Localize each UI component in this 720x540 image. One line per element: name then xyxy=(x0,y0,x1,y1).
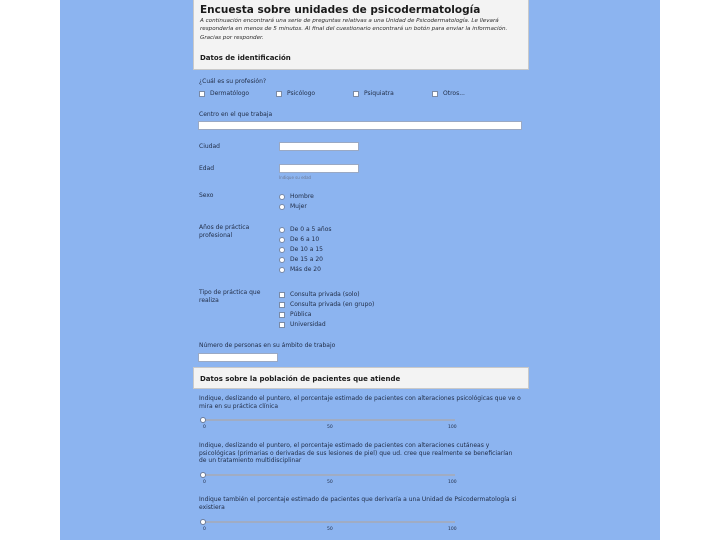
slider-3-thumb[interactable] xyxy=(200,519,206,525)
profession-label: ¿Cuál es su profesión? xyxy=(199,78,267,85)
slider-3-tick-max: 100 xyxy=(448,527,457,532)
radio-button[interactable] xyxy=(279,257,285,263)
slider-3-tick-min: 0 xyxy=(203,527,206,532)
age-hint: Indique su edad xyxy=(279,175,312,180)
years-label: Años de práctica profesional xyxy=(199,224,250,239)
checkbox[interactable] xyxy=(279,302,285,308)
profession-option-otros[interactable]: Otros... xyxy=(432,90,465,97)
age-input[interactable] xyxy=(279,164,359,173)
slider-2-tick-min: 0 xyxy=(203,480,206,485)
checkbox[interactable] xyxy=(279,322,285,328)
years-option-0[interactable]: De 0 a 5 años xyxy=(279,226,332,233)
radio-button[interactable] xyxy=(279,237,285,243)
years-option-3[interactable]: De 15 a 20 xyxy=(279,256,323,263)
practice-option-3[interactable]: Universidad xyxy=(279,321,326,328)
workplace-label: Centro en el que trabaja xyxy=(199,111,273,118)
page-title: Encuesta sobre unidades de psicodermatología xyxy=(200,4,481,16)
staff-label: Número de personas en su ámbito de trabajo xyxy=(199,342,336,349)
profession-option-psicologo[interactable]: Psicólogo xyxy=(276,90,315,97)
slider-1-tick-mid: 50 xyxy=(327,425,333,430)
slider-3-tick-mid: 50 xyxy=(327,527,333,532)
intro-text: A continuación encontrará una serie de preguntas relativas a una Unidad de Psicodermatología. Le llevará responderla en menos de 5 minutos. Al final del cuestionario encontrará un botón para enviar la información. Gracias por responder. xyxy=(200,18,508,41)
section-population xyxy=(193,367,529,389)
slider-2-track[interactable] xyxy=(202,474,455,476)
section-title-identification: Datos de identificación xyxy=(200,54,291,62)
practice-option-2[interactable]: Pública xyxy=(279,311,311,318)
city-label: Ciudad xyxy=(199,143,220,150)
radio-button[interactable] xyxy=(279,227,285,233)
survey-header xyxy=(193,0,529,70)
profession-option-dermatologo[interactable]: Dermatólogo xyxy=(199,90,249,97)
radio-button[interactable] xyxy=(279,194,285,200)
city-input[interactable] xyxy=(279,142,359,151)
slider-1-track[interactable] xyxy=(202,419,455,421)
practice-label: Tipo de práctica que realiza xyxy=(199,289,261,304)
years-option-1[interactable]: De 6 a 10 xyxy=(279,236,319,243)
slider-1-tick-max: 100 xyxy=(448,425,457,430)
radio-button[interactable] xyxy=(279,204,285,210)
workplace-input[interactable] xyxy=(198,121,522,130)
sex-option-hombre[interactable]: Hombre xyxy=(279,193,314,200)
checkbox[interactable] xyxy=(353,91,359,97)
profession-option-psiquiatra[interactable]: Psiquiatra xyxy=(353,90,394,97)
checkbox[interactable] xyxy=(199,91,205,97)
checkbox[interactable] xyxy=(432,91,438,97)
checkbox[interactable] xyxy=(279,312,285,318)
years-option-2[interactable]: De 10 a 15 xyxy=(279,246,323,253)
radio-button[interactable] xyxy=(279,247,285,253)
sex-label: Sexo xyxy=(199,192,214,199)
checkbox[interactable] xyxy=(279,292,285,298)
practice-option-0[interactable]: Consulta privada (solo) xyxy=(279,291,360,298)
slider-3-track[interactable] xyxy=(202,521,455,523)
slider-1-thumb[interactable] xyxy=(200,417,206,423)
question-3-text: Indique también el porcentaje estimado de pacientes que derivaría a una Unidad de Psicodermatología si existiera xyxy=(199,496,517,511)
years-option-4[interactable]: Más de 20 xyxy=(279,266,321,273)
practice-option-1[interactable]: Consulta privada (en grupo) xyxy=(279,301,374,308)
section-title-population: Datos sobre la población de pacientes que atiende xyxy=(200,375,401,383)
question-1-text: Indique, deslizando el puntero, el porcentaje estimado de pacientes con alteraciones psicológicas que ve o mira en su práctica clínica xyxy=(199,395,521,410)
slider-2-thumb[interactable] xyxy=(200,472,206,478)
question-2-text: Indique, deslizando el puntero, el porcentaje estimado de pacientes con alteraciones cutáneas y psicológicas (primarias o derivadas de sus lesiones de piel) que ud. cree que realmente se beneficiarían de un tratamiento multidisciplinar xyxy=(199,442,513,465)
slider-2-tick-max: 100 xyxy=(448,480,457,485)
slider-2-tick-mid: 50 xyxy=(327,480,333,485)
radio-button[interactable] xyxy=(279,267,285,273)
checkbox[interactable] xyxy=(276,91,282,97)
staff-input[interactable] xyxy=(198,353,278,362)
sex-option-mujer[interactable]: Mujer xyxy=(279,203,307,210)
age-label: Edad xyxy=(199,165,215,172)
page-background xyxy=(60,0,660,540)
slider-1-tick-min: 0 xyxy=(203,425,206,430)
